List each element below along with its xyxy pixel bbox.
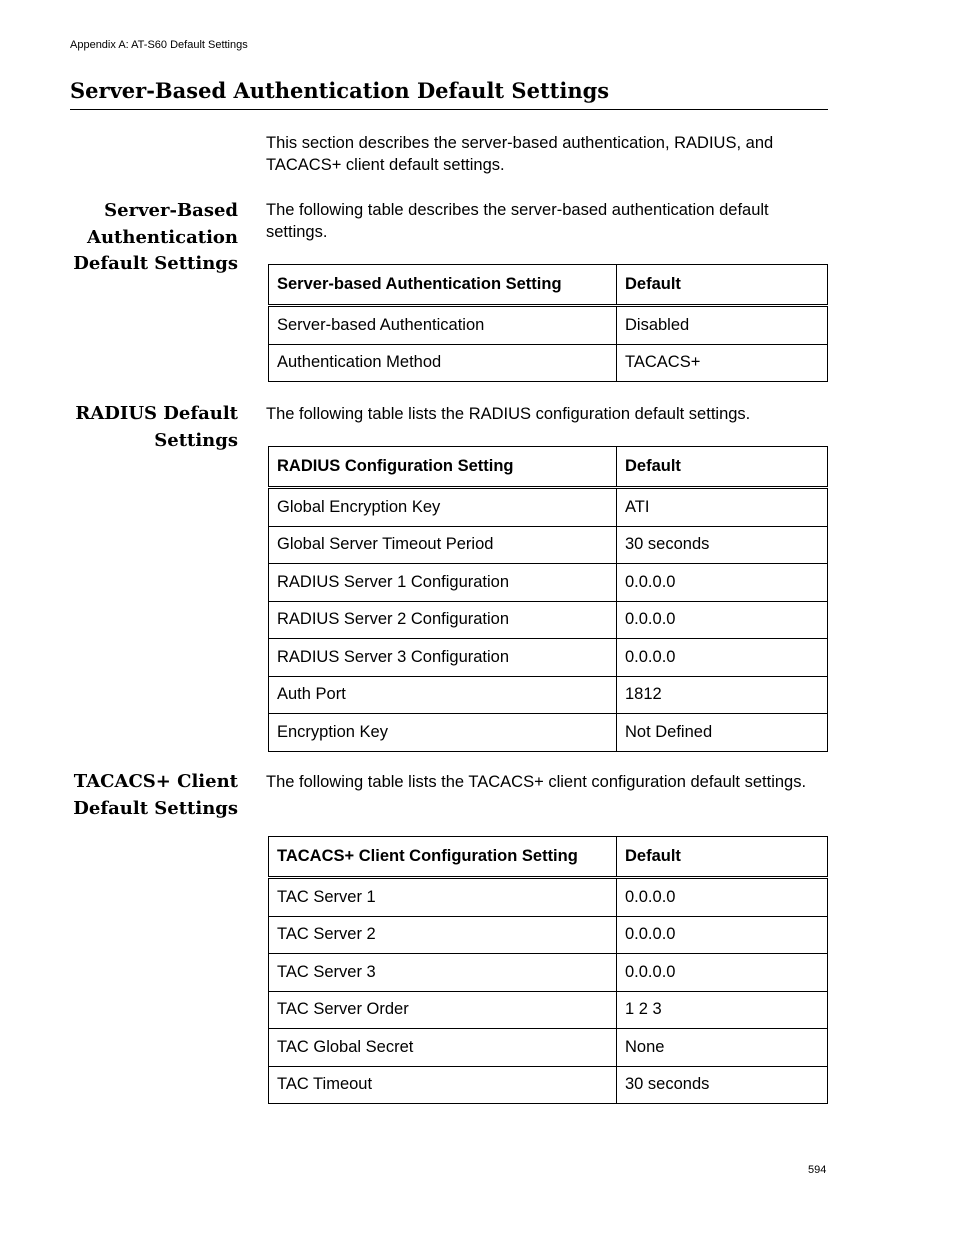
setting-cell: Encryption Key bbox=[269, 714, 617, 752]
default-cell: 0.0.0.0 bbox=[617, 639, 828, 677]
column-header: TACACS+ Client Configuration Setting bbox=[269, 837, 617, 878]
setting-cell: RADIUS Server 1 Configuration bbox=[269, 564, 617, 602]
table-row bbox=[269, 639, 828, 677]
tacacs-table bbox=[268, 836, 828, 1104]
setting-cell: Auth Port bbox=[269, 676, 617, 714]
default-cell: 1 2 3 bbox=[617, 991, 828, 1029]
table-row bbox=[269, 1066, 828, 1104]
setting-cell: TAC Server 3 bbox=[269, 954, 617, 992]
setting-cell: RADIUS Server 2 Configuration bbox=[269, 601, 617, 639]
table-row bbox=[269, 306, 828, 345]
table-row bbox=[269, 878, 828, 917]
default-cell: 0.0.0.0 bbox=[617, 916, 828, 954]
table-row bbox=[269, 1029, 828, 1067]
setting-cell: TAC Timeout bbox=[269, 1066, 617, 1104]
setting-cell: Authentication Method bbox=[269, 344, 617, 382]
server-auth-table bbox=[268, 264, 828, 382]
table-row bbox=[269, 526, 828, 564]
column-header: Default bbox=[617, 265, 828, 306]
table-header-row bbox=[269, 265, 828, 306]
setting-cell: Global Server Timeout Period bbox=[269, 526, 617, 564]
table-header-row bbox=[269, 447, 828, 488]
setting-cell: TAC Global Secret bbox=[269, 1029, 617, 1067]
default-cell: 0.0.0.0 bbox=[617, 954, 828, 992]
column-header: Default bbox=[617, 447, 828, 488]
default-cell: None bbox=[617, 1029, 828, 1067]
default-cell: ATI bbox=[617, 488, 828, 527]
table-row bbox=[269, 601, 828, 639]
table-header-row bbox=[269, 837, 828, 878]
table-row bbox=[269, 564, 828, 602]
table-row bbox=[269, 714, 828, 752]
default-cell: 30 seconds bbox=[617, 1066, 828, 1104]
setting-cell: Server-based Authentication bbox=[269, 306, 617, 345]
setting-cell: RADIUS Server 3 Configuration bbox=[269, 639, 617, 677]
table-row bbox=[269, 991, 828, 1029]
page-title: Server-Based Authentication Default Settings bbox=[70, 77, 828, 110]
table-row bbox=[269, 676, 828, 714]
section-text-tacacs: The following table lists the TACACS+ client configuration default settings. bbox=[266, 773, 807, 791]
default-cell: 0.0.0.0 bbox=[617, 564, 828, 602]
column-header: Server-based Authentication Setting bbox=[269, 265, 617, 306]
setting-cell: Global Encryption Key bbox=[269, 488, 617, 527]
section-text-server-auth: The following table describes the server-based authentication default settings. bbox=[266, 201, 769, 241]
default-cell: Disabled bbox=[617, 306, 828, 345]
section-heading-radius: RADIUS Default Settings bbox=[75, 403, 238, 451]
page-number: 594 bbox=[808, 1164, 827, 1176]
table-row bbox=[269, 344, 828, 382]
table-row bbox=[269, 954, 828, 992]
setting-cell: TAC Server Order bbox=[269, 991, 617, 1029]
section-heading-server-auth: Server-Based Authentication Default Settings bbox=[73, 200, 238, 274]
radius-table bbox=[268, 446, 828, 752]
column-header: RADIUS Configuration Setting bbox=[269, 447, 617, 488]
default-cell: 0.0.0.0 bbox=[617, 878, 828, 917]
default-cell: 30 seconds bbox=[617, 526, 828, 564]
table-row bbox=[269, 916, 828, 954]
section-heading-tacacs: TACACS+ Client Default Settings bbox=[73, 771, 238, 819]
setting-cell: TAC Server 2 bbox=[269, 916, 617, 954]
section-text-radius: The following table lists the RADIUS configuration default settings. bbox=[266, 405, 751, 423]
default-cell: 0.0.0.0 bbox=[617, 601, 828, 639]
default-cell: Not Defined bbox=[617, 714, 828, 752]
column-header: Default bbox=[617, 837, 828, 878]
default-cell: TACACS+ bbox=[617, 344, 828, 382]
table-row bbox=[269, 488, 828, 527]
default-cell: 1812 bbox=[617, 676, 828, 714]
setting-cell: TAC Server 1 bbox=[269, 878, 617, 917]
running-header: Appendix A: AT-S60 Default Settings bbox=[70, 39, 248, 51]
intro-paragraph: This section describes the server-based authentication, RADIUS, and TACACS+ client default settings. bbox=[266, 134, 774, 174]
